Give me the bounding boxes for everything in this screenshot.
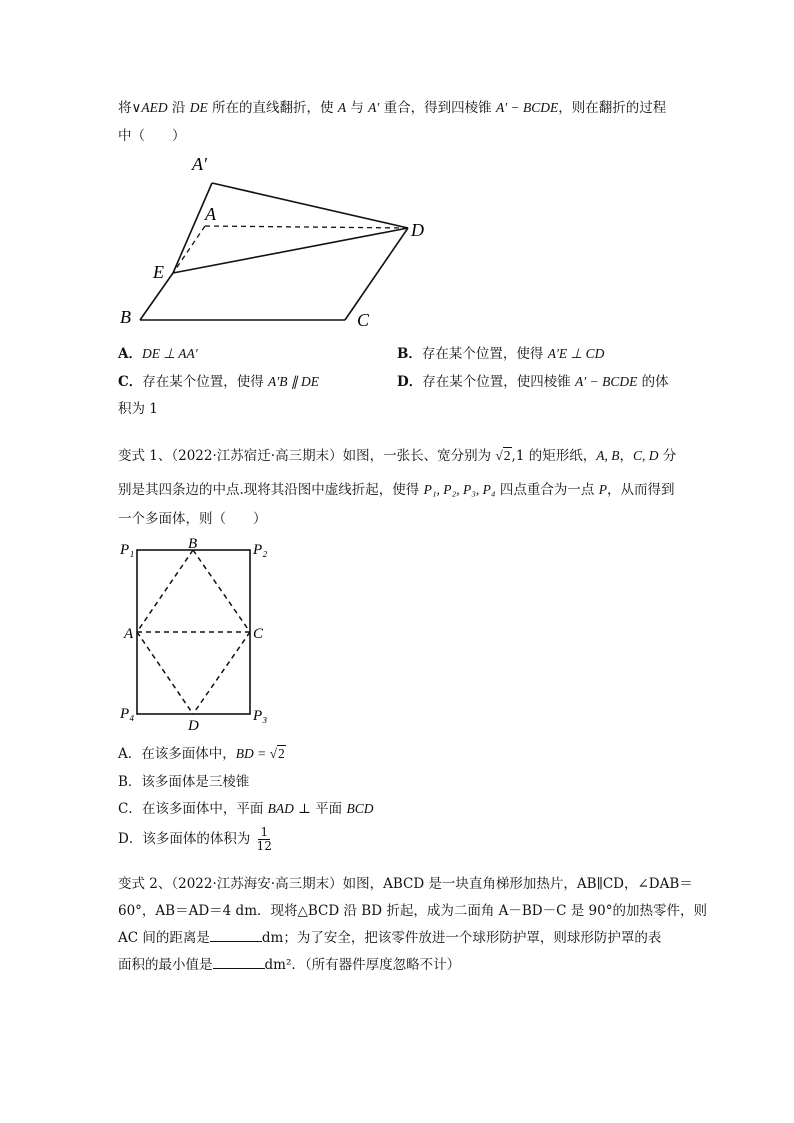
label-p1: P₁ — [120, 542, 135, 558]
dashed-b-c — [193, 550, 250, 632]
q2-stem-line1: 变式 1、（2022·江苏宿迁·高三期末）如图，一张长、宽分别为 √2,1 的矩形纸，A, B，C, D 分 — [118, 448, 677, 464]
dashed-a-d — [205, 226, 408, 228]
edge-aprime-e — [173, 183, 212, 273]
sqrt-2-option: √2 — [269, 746, 285, 761]
q2-option-c[interactable]: C．在该多面体中，平面 BAD ⊥ 平面 BCD — [118, 801, 374, 817]
sqrt-2: √2 — [495, 448, 511, 463]
label-p3: P₃ — [253, 708, 268, 724]
dashed-c-d — [193, 632, 250, 714]
q1-option-a[interactable]: A．DE ⊥ AA′ — [118, 346, 198, 362]
edge-e-d — [173, 228, 408, 273]
q1-option-c[interactable]: C．存在某个位置，使得 A′B ∥ DE — [118, 374, 319, 390]
label-p4: P₄ — [120, 706, 135, 722]
label-a-prime: A′ — [192, 154, 207, 174]
q2-option-a[interactable]: A．在该多面体中，BD = √2 — [118, 746, 285, 762]
dashed-a-d — [137, 632, 193, 714]
dashed-a-e — [173, 226, 205, 273]
edge-c-d — [345, 228, 408, 320]
q3-line1: 变式 2、（2022·江苏海安·高三期末）如图，ABCD 是一块直角梯形加热片，AB∥CD，∠DAB＝ — [118, 876, 693, 892]
q1-option-d[interactable]: D．存在某个位置，使四棱锥 A′ − BCDE 的体 — [397, 374, 669, 390]
q2-stem-line2: 别是其四条边的中点.现将其沿图中虚线折起，使得 P₁, P₂, P₃, P₄ 四点重合为一点 P，从而得到 — [118, 482, 675, 498]
label-d: D — [411, 220, 424, 240]
q1-stem-line1: 将∨AED 沿 DE 所在的直线翻折，使 A 与 A′ 重合，得到四棱锥 A′ − BCDE，则在翻折的过程 — [118, 100, 667, 116]
q1-option-b[interactable]: B．存在某个位置，使得 A′E ⊥ CD — [397, 346, 605, 362]
fraction-1-12: $\frac{1}{12}$ — [256, 825, 272, 853]
label-e: E — [153, 262, 164, 282]
label-d: D — [188, 718, 199, 734]
q3-line3: AC 间的距离是 dm；为了安全，把该零件放进一个球形防护罩，则球形防护罩的表 — [118, 930, 662, 946]
q3-line2: 60°，AB＝AD＝4 dm．现将△BCD 沿 BD 折起，成为二面角 A－BD－C 是 90°的加热零件，则 — [118, 903, 707, 919]
q1-pyramid-figure — [110, 148, 440, 333]
dashed-b-a — [137, 550, 193, 632]
label-a: A — [205, 204, 216, 224]
edge-aprime-d — [212, 183, 408, 228]
label-b: B — [188, 536, 198, 552]
label-p2: P₂ — [253, 542, 268, 558]
q1-stem-line2: 中（ ） — [118, 128, 186, 144]
q2-option-b[interactable]: B．该多面体是三棱锥 — [118, 774, 250, 790]
q3-line4: 面积的最小值是 dm²．（所有器件厚度忽略不计） — [118, 957, 461, 973]
label-a: A — [124, 626, 134, 642]
q1-option-d-cont: 积为 1 — [118, 401, 158, 417]
answer-blank-area[interactable] — [213, 956, 265, 969]
label-c: C — [253, 626, 264, 642]
answer-blank-distance[interactable] — [210, 929, 262, 942]
q2-rectangle-figure — [112, 536, 282, 736]
label-c: C — [357, 310, 370, 330]
q2-option-d[interactable]: D．该多面体的体积为 $\frac{1}{12}$ — [118, 825, 272, 853]
q2-stem-line3: 一个多面体，则（ ） — [118, 511, 267, 527]
label-b: B — [120, 307, 131, 327]
